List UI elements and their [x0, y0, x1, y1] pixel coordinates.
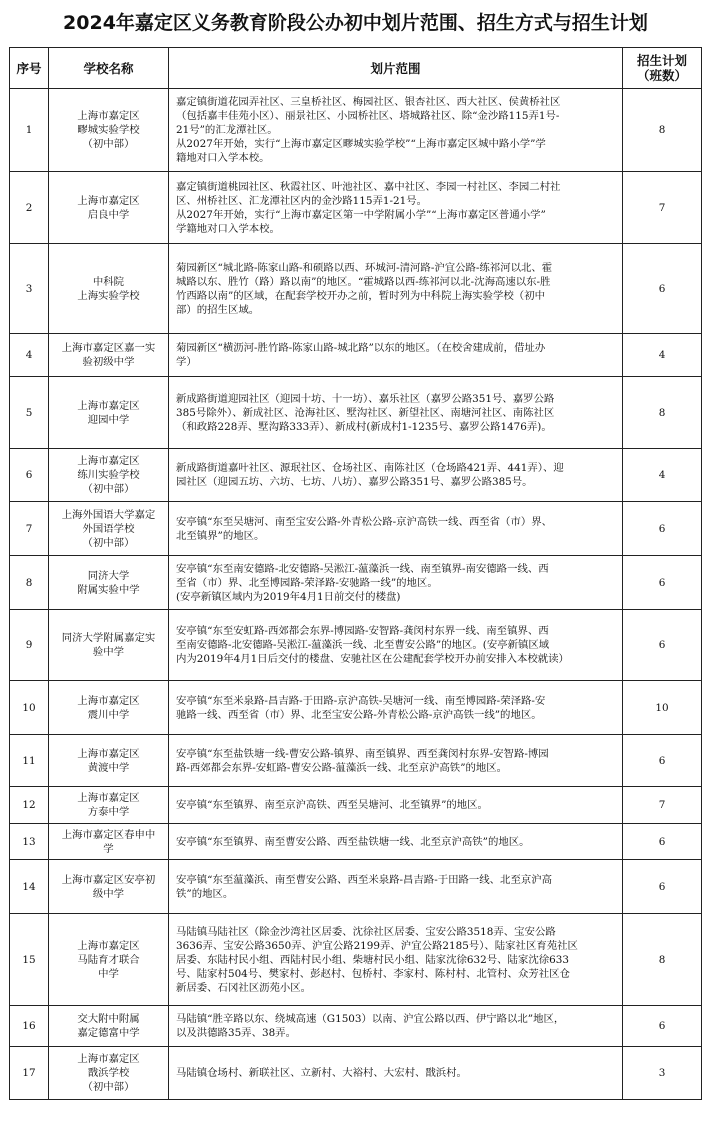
enrollment-area-line: 从2027年开始，实行“上海市嘉定区疁城实验学校”“上海市嘉定区城中路小学”学: [176, 138, 546, 150]
school-name-line: （初中部）: [82, 483, 135, 495]
enrollment-plan: 4: [623, 334, 702, 377]
enrollment-area-line: 21号”的汇龙潭社区。: [176, 124, 278, 136]
enrollment-area: [169, 787, 623, 824]
table-row: [10, 334, 702, 377]
school-name-line: 上海市嘉定区: [77, 194, 140, 207]
row-number: 14: [10, 860, 49, 914]
school-name-line: 上海市嘉定区: [77, 747, 140, 760]
header-plan: [623, 48, 702, 89]
enrollment-area-line: 菊园新区“横沥河-胜竹路-陈家山路-城北路”以东的地区。（在校舍建成前，借址办: [176, 342, 546, 354]
school-name: [49, 914, 169, 1006]
enrollment-area-line: 内为2019年4月1日后交付的楼盘、安驰社区在公建配套学校开办前安排入本校就读）: [176, 653, 569, 665]
enrollment-area-line: (安亭新镇区域内为2019年4月1日前交付的楼盘): [176, 590, 401, 603]
enrollment-area-line: 从2027年开始，实行“上海市嘉定区第一中学附属小学”“上海市嘉定区普通小学”: [176, 208, 546, 221]
school-name-line: 上海市嘉定区: [77, 110, 140, 122]
enrollment-area-line: 学）: [176, 356, 197, 368]
school-name-line: 上海市嘉定区: [77, 792, 140, 804]
school-name-line: 同济大学: [87, 569, 130, 582]
enrollment-area-line: 城路以东、胜竹（路）路以南”的地区。“霍城路以西-练祁河以北-沈海高速以东-胜: [176, 275, 551, 288]
row-number: 12: [10, 787, 49, 824]
school-name-line: 上海市嘉定区嘉一实: [61, 342, 156, 354]
enrollment-area: [169, 860, 623, 914]
school-name-line: 戬浜学校: [87, 1067, 130, 1079]
school-name-line: 上海市嘉定区: [77, 455, 140, 467]
enrollment-plan: 6: [623, 860, 702, 914]
enrollment-area: [169, 556, 623, 610]
school-name: [49, 735, 169, 787]
enrollment-area-line: 学籍地对口入学本校。: [176, 222, 280, 235]
school-name-line: 马陆育才联合: [77, 953, 140, 966]
enrollment-area-line: 籍地对口入学本校。: [176, 152, 270, 164]
enrollment-plan: 6: [623, 735, 702, 787]
table-row: [10, 824, 702, 860]
school-name-line: 震川中学: [87, 708, 130, 721]
school-name-line: 启良中学: [87, 208, 130, 221]
row-number: 3: [10, 244, 49, 334]
enrollment-plan: 8: [623, 89, 702, 172]
school-name: [49, 89, 169, 172]
school-name-line: 验初级中学: [82, 356, 135, 368]
enrollment-area-line: 居委、东陆村民小组、西陆村民小组、柴塘村民小组、陆家沈徐632号、陆家沈徐633: [176, 953, 569, 966]
enrollment-area-line: 新居委、石冈社区沥苑小区。: [176, 981, 312, 994]
row-number: 9: [10, 610, 49, 681]
row-number: 17: [10, 1047, 49, 1100]
enrollment-area-line: 嘉定镇街道桃园社区、秋霞社区、叶池社区、嘉中社区、李园一村社区、李园二村社: [176, 180, 561, 193]
enrollment-area-line: 园社区（迎园五坊、六坊、七坊、八坊）、嘉罗公路351号、嘉罗公路385号。: [176, 476, 533, 488]
school-name-line: 外国语学校: [82, 522, 135, 535]
table-row: [10, 610, 702, 681]
enrollment-area: [169, 377, 623, 449]
enrollment-plan: 6: [623, 1006, 702, 1047]
header-plan-line2: （班数）: [636, 68, 687, 83]
table-row: [10, 244, 702, 334]
school-name-line: 附属实验中学: [77, 583, 140, 596]
school-name: [49, 1006, 169, 1047]
enrollment-plan: 6: [623, 556, 702, 610]
school-name: [49, 244, 169, 334]
school-name: [49, 172, 169, 244]
school-name-line: 上海实验学校: [77, 289, 140, 302]
enrollment-area: [169, 502, 623, 556]
school-name-line: 练川实验学校: [77, 469, 140, 481]
school-name: [49, 610, 169, 681]
enrollment-plan: 8: [623, 377, 702, 449]
row-number: 4: [10, 334, 49, 377]
enrollment-area: [169, 334, 623, 377]
table-row: [10, 377, 702, 449]
enrollment-area-line: 新成路街道嘉叶社区、源珉社区、仓场社区、南陈社区（仓场路421弄、441弄）、迎: [176, 462, 564, 474]
enrollment-plan: 6: [623, 244, 702, 334]
enrollment-area-line: 部）的招生区域。: [176, 303, 260, 316]
enrollment-area-line: 区、州桥社区、汇龙潭社区内的金沙路115弄1-21号。: [176, 194, 427, 207]
enrollment-plan: 6: [623, 610, 702, 681]
row-number: 10: [10, 681, 49, 735]
enrollment-area-line: 安亭镇“东至安虹路-西郊都会东界-博园路-安智路-龚闵村东界一线、南至镇界、西: [176, 625, 549, 637]
enrollment-area: [169, 681, 623, 735]
header-plan-line1: 招生计划: [636, 53, 687, 68]
school-name-line: 上海市嘉定区: [77, 939, 140, 952]
row-number: 5: [10, 377, 49, 449]
school-name: [49, 377, 169, 449]
enrollment-area-line: 路-西郊都会东界-安虹路-曹安公路-蕰藻浜一线、北至京沪高铁”的地区。: [176, 761, 508, 774]
enrollment-area: [169, 610, 623, 681]
enrollment-area-line: 嘉定镇街道花园弄社区、三皇桥社区、梅园社区、银杏社区、西大社区、侯黄桥社区: [176, 96, 561, 108]
enrollment-area-line: 至省（市）界、北至博园路-荣泽路-安驰路一线”的地区。: [176, 576, 438, 589]
enrollment-area: [169, 1047, 623, 1100]
table-row: [10, 1006, 702, 1047]
school-name: [49, 1047, 169, 1100]
row-number: 15: [10, 914, 49, 1006]
enrollment-area: [169, 449, 623, 502]
row-number: 6: [10, 449, 49, 502]
row-number: 11: [10, 735, 49, 787]
table-row: [10, 502, 702, 556]
page-title: 2024年嘉定区义务教育阶段公办初中划片范围、招生方式与招生计划: [63, 12, 648, 34]
enrollment-area-line: （和政路228弄、墅沟路333弄）、新成村(新成村1-1235号、嘉罗公路1476弄)。: [176, 420, 552, 433]
school-name-line: 上海市嘉定区: [77, 694, 140, 707]
enrollment-area-line: 以及洪德路35弄、38弄。: [176, 1027, 296, 1039]
enrollment-area: [169, 244, 623, 334]
school-name-line: 学: [103, 842, 114, 855]
table-row: [10, 1047, 702, 1100]
enrollment-area-line: 安亭镇“东至镇界、南至曹安公路、西至盐铁塘一线、北至京沪高铁”的地区。: [176, 835, 530, 848]
table-row: [10, 681, 702, 735]
row-number: 16: [10, 1006, 49, 1047]
school-name-line: 中学: [98, 967, 119, 980]
enrollment-area-line: 马陆镇“胜辛路以东、绕城高速（G1503）以南、沪宜公路以西、伊宁路以北”地区，: [176, 1013, 565, 1025]
enrollment-area-line: 安亭镇“东至南安德路-北安德路-吴淞江-蕰藻浜一线、南至镇界-南安德路一线、西: [176, 562, 549, 575]
enrollment-area: [169, 735, 623, 787]
row-number: 2: [10, 172, 49, 244]
row-number: 1: [10, 89, 49, 172]
enrollment-plan: 6: [623, 824, 702, 860]
table-row: [10, 556, 702, 610]
school-name-line: 黄渡中学: [87, 761, 130, 774]
enrollment-area-line: 385号除外）、新成社区、沧海社区、墅沟社区、新望社区、南塘河社区、南陈社区: [176, 406, 555, 419]
table-row: [10, 860, 702, 914]
school-name-line: 上海市嘉定区: [77, 1053, 140, 1065]
enrollment-area: [169, 824, 623, 860]
school-name: [49, 787, 169, 824]
table-row: [10, 914, 702, 1006]
header-school: 学校名称: [49, 48, 169, 89]
school-name-line: 同济大学附属嘉定实: [61, 632, 156, 644]
enrollment-area-line: 马陆镇仓场村、新联社区、立新村、大裕村、大宏村、戬浜村。: [176, 1067, 467, 1079]
enrollment-plan: 10: [623, 681, 702, 735]
school-name: [49, 449, 169, 502]
enrollment-area-line: 安亭镇“东至盐铁塘一线-曹安公路-镇界、南至镇界、西至龚闵村东界-安智路-博园: [176, 747, 549, 760]
header-no: 序号: [10, 48, 49, 89]
enrollment-plan: 7: [623, 787, 702, 824]
enrollment-area-line: 驰路一线、西至省（市）界、北至宝安公路-外青松公路-京沪高铁一线”的地区。: [176, 708, 542, 721]
school-name-line: （初中部）: [82, 536, 135, 549]
enrollment-area-line: 新成路街道迎园社区（迎园十坊、十一坊）、嘉乐社区（嘉罗公路351号、嘉罗公路: [176, 392, 555, 405]
school-name: [49, 681, 169, 735]
table-row: [10, 89, 702, 172]
school-name: [49, 860, 169, 914]
school-name-line: 方泰中学: [87, 806, 130, 818]
enrollment-area-line: 北至镇界”的地区。: [176, 529, 265, 542]
enrollment-plan: 6: [623, 502, 702, 556]
enrollment-area: [169, 914, 623, 1006]
school-name: [49, 824, 169, 860]
header-row: [10, 48, 702, 89]
enrollment-area-line: 至南安德路-北安德路-吴淞江-蕰藻浜一线、北至曹安公路”的地区。(安亭新镇区域: [176, 639, 550, 651]
enrollment-plan: 7: [623, 172, 702, 244]
row-number: 7: [10, 502, 49, 556]
enrollment-area: [169, 89, 623, 172]
enrollment-area-line: 竹西路以南”的区域，在配套学校开办之前，暂时列为中科院上海实验学校（初中: [176, 289, 545, 302]
header-area: 划片范围: [169, 48, 623, 89]
enrollment-area-line: 3636弄、宝安公路3650弄、沪宜公路2199弄、沪宜公路2185号）、陆家社区育苑社区: [176, 939, 578, 952]
enrollment-plan: 3: [623, 1047, 702, 1100]
enrollment-area-line: 安亭镇“东至蕰藻浜、南至曹安公路、西至米泉路-昌吉路-于田路一线、北至京沪高: [176, 873, 553, 886]
school-name-line: （初中部）: [82, 138, 135, 150]
enrollment-area-line: 铁”的地区。: [176, 887, 234, 900]
school-name-line: 嘉定德富中学: [77, 1027, 140, 1039]
enrollment-area: [169, 172, 623, 244]
school-name-line: 上海市嘉定区春申中: [61, 828, 156, 841]
enrollment-area-line: 安亭镇“东至米泉路-昌吉路-于田路-京沪高铁-吴塘河一线、南至博园路-荣泽路-安: [176, 694, 546, 707]
school-name-line: 上海外国语大学嘉定: [61, 508, 156, 521]
school-name-line: 迎园中学: [87, 413, 130, 426]
table-row: [10, 172, 702, 244]
school-name-line: 交大附中附属: [77, 1013, 140, 1025]
school-name-line: 上海市嘉定区安亭初: [61, 873, 156, 886]
school-name-line: 中科院: [92, 275, 125, 288]
school-name-line: 疁城实验学校: [77, 124, 140, 136]
enrollment-area-line: 安亭镇“东至镇界、南至京沪高铁、西至吴塘河、北至镇界”的地区。: [176, 799, 488, 811]
school-name: [49, 556, 169, 610]
school-name: [49, 334, 169, 377]
enrollment-plan: 8: [623, 914, 702, 1006]
table-row: [10, 787, 702, 824]
enrollment-table: [9, 47, 702, 1100]
row-number: 8: [10, 556, 49, 610]
school-name-line: （初中部）: [82, 1081, 135, 1093]
school-name-line: 验中学: [92, 646, 125, 658]
enrollment-area-line: 马陆镇马陆社区（除金沙湾社区居委、沈徐社区居委、宝安公路3518弄、宝安公路: [176, 925, 556, 938]
enrollment-area: [169, 1006, 623, 1047]
table-row: [10, 735, 702, 787]
school-name: [49, 502, 169, 556]
enrollment-plan: 4: [623, 449, 702, 502]
table-row: [10, 449, 702, 502]
enrollment-area-line: （包括嘉丰佳苑小区）、丽景社区、小园桥社区、塔城路社区、除“金沙路115弄1号-: [176, 110, 560, 122]
enrollment-area-line: 菊园新区“城北路-陈家山路-和硕路以西、环城河-清河路-沪宜公路-练祁河以北、霍: [176, 261, 553, 274]
enrollment-area-line: 安亭镇“东至吴塘河、南至宝安公路-外青松公路-京沪高铁一线、西至省（市）界、: [176, 515, 553, 528]
school-name-line: 上海市嘉定区: [77, 399, 140, 412]
row-number: 13: [10, 824, 49, 860]
school-name-line: 级中学: [92, 887, 125, 900]
enrollment-area-line: 号、陆家村504号、樊家村、彭赵村、包桥村、李家村、陈村村、北管村、众芳社区仓: [176, 967, 570, 980]
